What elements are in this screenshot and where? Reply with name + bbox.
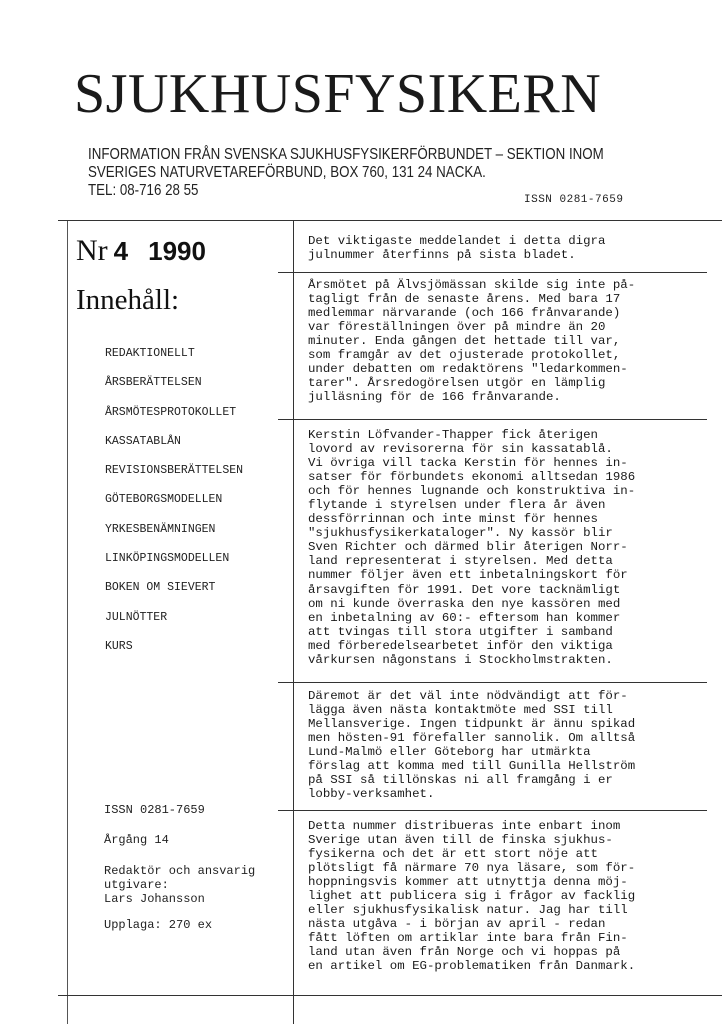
contents-item: JULNÖTTER <box>105 610 168 624</box>
contents-item: LINKÖPINGSMODELLEN <box>105 552 230 566</box>
issue-nr-label: Nr <box>76 234 108 267</box>
colophon-issn: ISSN 0281-7659 <box>104 803 205 817</box>
contents-list <box>105 347 243 669</box>
top-divider <box>58 220 722 221</box>
colophon <box>104 803 256 932</box>
paragraph: Däremot är det väl inte nödvändigt att för- lägga även nästa kontaktmöte med SSI till Mellansverige. Ingen tidpunkt är ännu spikad men hösten-91 förefaller sannolik. Om alltså Lund-Malmö eller Göteborg har utmärkta förslag att komma med till Gunilla Hellström på SSI så tillönskas ni all framgång i er lobby-verksamhet. <box>308 689 636 802</box>
contents-item: REDAKTIONELLT <box>105 347 195 360</box>
contents-item: ÅRSMÖTESPROTOKOLLET <box>105 405 237 419</box>
contents-heading: Innehåll: <box>76 284 180 316</box>
colophon-editor: Redaktör och ansvarig utgivare: Lars Johansson <box>104 864 256 906</box>
contents-item: KASSATABLÅN <box>105 434 181 448</box>
contents-item: KURS <box>105 639 133 653</box>
contents-item: YRKESBENÄMNINGEN <box>105 522 216 536</box>
issue-number <box>76 236 206 266</box>
paragraph-separator <box>278 810 707 811</box>
colophon-volume: Årgång 14 <box>104 833 169 847</box>
paragraph: Årsmötet på Älvsjömässan skilde sig inte på- tagligt från de senaste årens. Med bara 17 medlemmar närvarande (och 166 frånvarande) var föreställningen över på mindre än 20 minuter. Enda gången det hettade till var, som framgår av det ojusterade protokollet, under debatten om redaktörens "ledarkommen- tarer". Årsredogörelsen utgör en lämplig julläsning för de 166 frånvarande. <box>308 278 636 405</box>
contents-item: BOKEN OM SIEVERT <box>105 581 216 595</box>
column-divider <box>293 221 294 1024</box>
paragraph: Detta nummer distribueras inte enbart inom Sverige utan även till de finska sjukhus- fysikerna och det är ett stort nöje att plötsligt få närmare 70 nya läsare, som för- hoppningsvis kommer att utnyttja denna möj- lighet att publicera sig i frågor av facklig eller sjukhusfysikalisk natur. Jag har till nästa utgåva - i början av april - redan fått löften om artiklar inte bara från Fin- land utan även från Norge och vi hoppas på en artikel om EG-problematiken från Danmark. <box>308 819 636 974</box>
issue-year: 1990 <box>148 236 206 266</box>
contents-item: ÅRSBERÄTTELSEN <box>105 376 202 390</box>
colophon-print-run: Upplaga: 270 ex <box>104 918 213 932</box>
publisher-info-line: INFORMATION FRÅN SVENSKA SJUKHUSFYSIKERFÖRBUNDET – SEKTION INOM <box>88 146 604 163</box>
issn-header: ISSN 0281-7659 <box>524 194 624 206</box>
paragraph-separator <box>278 682 707 683</box>
masthead-title: SJUKHUSFYSIKERN <box>74 63 602 125</box>
paragraph-separator <box>278 272 707 273</box>
issue-number-value: 4 <box>113 236 129 266</box>
left-margin-rule <box>67 221 68 1024</box>
contents-item: REVISIONSBERÄTTELSEN <box>105 464 244 478</box>
bottom-divider <box>58 995 722 996</box>
publisher-info-line: SVERIGES NATURVETAREFÖRBUND, BOX 760, 131 24 NACKA. <box>88 164 486 181</box>
paragraph: Kerstin Löfvander-Thapper fick återigen lovord av revisorerna för sin kassatablå. Vi övriga vill tacka Kerstin för hennes in- satser för förbundets ekonomi alltsedan 1986 och för hennes lugnande och konstruktiva in- flytande i styrelsen under flera år även dessförrinnan och inte minst för hennes "sjukhusfysikerkataloger". Ny kassör blir Sven Richter och därmed blir återigen Norr- land representerat i styrelsen. Med detta nummer följer även ett inbetalningskort för årsavgiften för 1991. Det vore tacknämligt om ni kunde överraska den nye kassören med en inbetalning av 60:- eftersom han kommer att tvingas till stora utgifter i samband med förberedelsearbetet inför den viktiga vårkursen någonstans i Stockholmstrakten. <box>308 428 636 667</box>
paragraph: Det viktigaste meddelandet i detta digra julnummer återfinns på sista bladet. <box>308 234 606 263</box>
paragraph-separator <box>278 419 707 420</box>
editorial-column <box>308 234 722 974</box>
contents-item: GÖTEBORGSMODELLEN <box>105 493 223 507</box>
publisher-phone: TEL: 08-716 28 55 <box>88 182 199 199</box>
publisher-info <box>88 146 604 200</box>
